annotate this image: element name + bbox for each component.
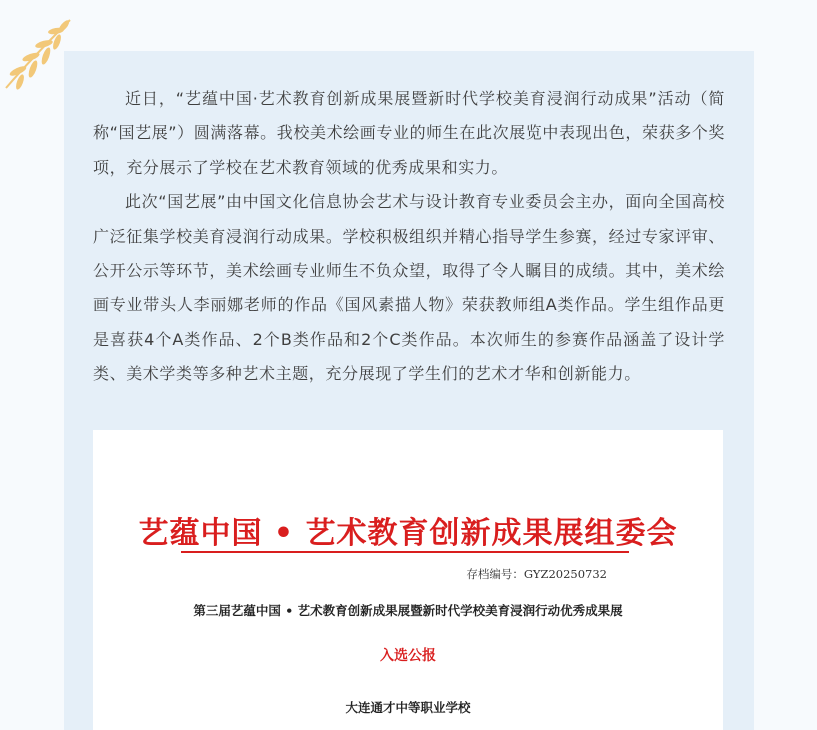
red-divider-line <box>181 551 629 553</box>
organizing-committee-title: 艺蕴中国 • 艺术教育创新成果展组委会 <box>138 516 678 551</box>
article-body <box>93 82 725 392</box>
school-name: 大连通才中等职业学校 <box>345 700 471 715</box>
article-paragraph-1: 近日，“艺蕴中国·艺术教育创新成果展暨新时代学校美育浸润行动成果”活动（简称“国艺展”）圆满落幕。我校美术绘画专业的师生在此次展览中表现出色，荣获多个奖项，充分展示了学校在艺术教育领域的优秀成果和实力。 <box>93 89 725 177</box>
article-paragraph-2: 此次“国艺展”由中国文化信息协会艺术与设计教育专业委员会主办，面向全国高校广泛征集学校美育浸润行动成果。学校积极组织并精心指导学生参赛，经过专家评审、公开公示等环节，美术绘画专业师生不负众望，取得了令人瞩目的成绩。其中，美术绘画专业带头人李丽娜老师的作品《国风素描人物》荣获教师组A类作品。学生组作品更是喜获4个A类作品、2个B类作品和2个C类作品。本次师生的参赛作品涵盖了设计学类、美术学类等多种艺术主题，充分展现了学生们的艺术才华和创新能力。 <box>93 192 725 384</box>
selection-notice-label: 入选公报 <box>380 648 436 664</box>
archive-number: 存档编号：GYZ20250732 <box>466 567 607 581</box>
exhibition-title: 第三届艺蕴中国 • 艺术教育创新成果展暨新时代学校美育浸润行动优秀成果展 <box>193 603 623 618</box>
announcement-document-image <box>93 430 723 730</box>
